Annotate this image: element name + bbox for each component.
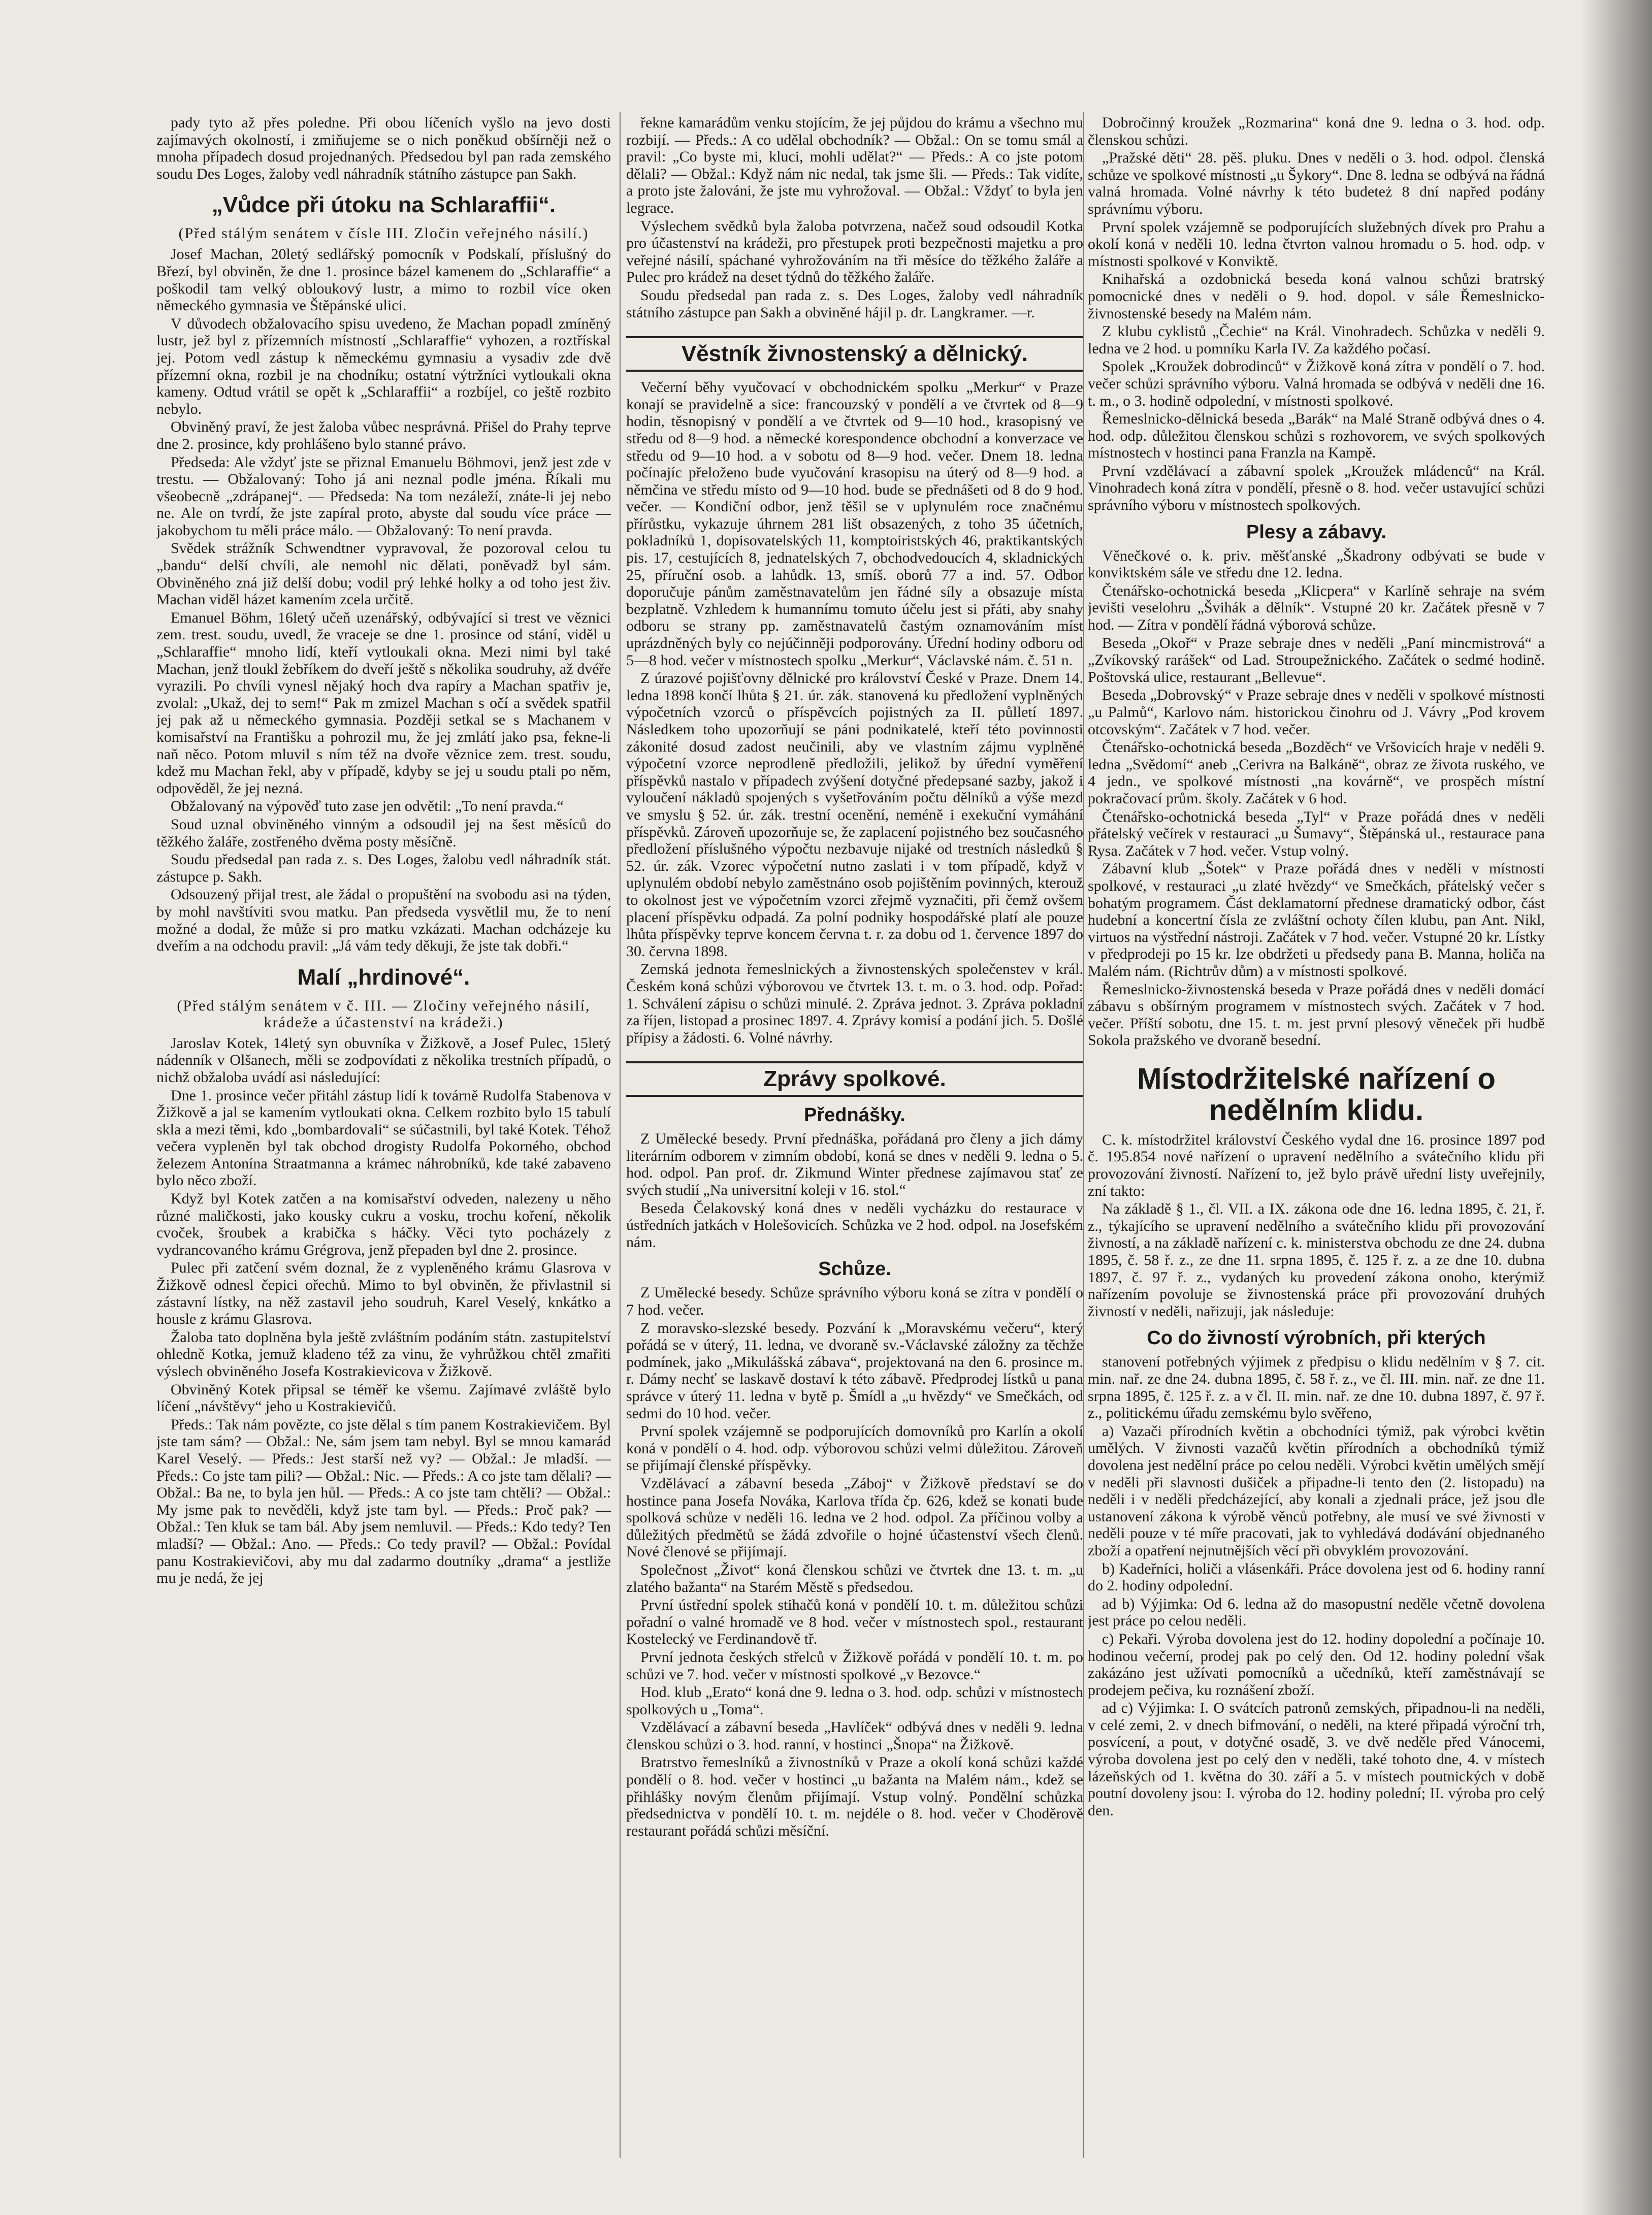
article-paragraph: Řemeslnicko-živnostenská beseda v Praze pořádá dnes v neděli domácí zábavu s obšírným programem v místnostech svých. Začátek v 7 hod. večer. Příští sobotu, dne 15. t. m. jest první plesový věneček při hudbě Sokola pražského ve dvoraně besední. [1088, 981, 1545, 1049]
article-paragraph: c) Pekaři. Výroba dovolena jest do 12. hodiny dopolední a počínaje 10. hodinou večerní, prodej pak po celý den. Od 12. hodiny polední však zakázáno jest užívati pomocníků a učedníků, kteří zaměstnávají se prodejem pečiva, ku roznášení zboží. [1088, 1630, 1545, 1699]
article-paragraph: Vzdělávací a zábavní beseda „Havlíček“ odbývá dnes v neděli 9. ledna členskou schůzi o 3. hod. ranní, v hostinci „Šnopa“ na Žižkově. [626, 1719, 1083, 1753]
article-paragraph: Na základě § 1., čl. VII. a IX. zákona ode dne 16. ledna 1895, č. 21, ř. z., týkajícího se upravení nedělního a svátečního klidu při provozování živností, a na základě nařízení c. k. ministerstva obchodu ze dne 24. dubna 1895, č. 58 ř. z., ze dne 11. srpna 1895, č. 125 ř. z. a ze dne 10. dubna 1897, č. 97 ř. z., vydaných ku provedení zákona onoho, kterýmiž nařízením povoluje se živnostenská práce při provozování druhých živností v neděli, nařizuji, jak následuje: [1088, 1200, 1545, 1320]
article-paragraph: Večerní běhy vyučovací v obchodnickém spolku „Merkur“ v Praze konají se pravidelně a sice: francouzský v pondělí a ve čtvrtek od 8—9 hodin, těsnopisný v pondělí a ve čtvrtek od 9—10 hod., krasopisný ve středu od 8—9 hod. a německé korespondence obchodní a konverzace ve středu od 9—10 hod. a v sobotu od 8—9 hod. večer. Dnem 18. ledna počínajíc přeloženo bude vyučování krasopisu na úterý od 8—9 hod. a němčina ve středu místo od 9—10 hod. bude se přednášeti od 8 do 9 hod. večer. — Kondiční odbor, jenž těšil se v uplynulém roce značnému přírůstku, vykazuje úhrnem 281 lišt obsazených, z toho 35 účetních, pokladníků 1, dopisovatelských 11, komptoiristských 46, praktikantských pis. 17, cestujících 8, jednatelských 7, obchodvedoucích 4, skladnických 25, příruční osob. a lahůdk. 13, smíš. oborů 77 a ind. 57. Odbor doporučuje pánům zaměstnavatelům jen řádné síly a obsazuje místa bezplatně. Vzhledem k humannímu tomuto účelu jest si přáti, aby snahy odboru se strany pp. zaměstnavatelů častým oznamováním míst uprázdněných byly co nejúčinněji podporovány. Úřední hodiny odboru od 5—8 hod. večer v místnostech spolku „Merkur“, Václavské nám. č. 51 n. [626, 379, 1083, 669]
article-paragraph: Jaroslav Kotek, 14letý syn obuvníka v Žižkově, a Josef Pulec, 15letý nádenník v Olšanech, měli se zodpovídati z několika trestních případů, o nichž obžaloba uvádí asi následující: [156, 1034, 611, 1086]
section-heading: Zprávy spolkové. [626, 1061, 1083, 1097]
article-paragraph: Čtenářsko-ochotnická beseda „Tyl“ v Praze pořádá dnes v neděli přátelský večírek v restauraci „u Šumavy“, Štěpánská ul., restaurace pana Rysa. Začátek v 7 hod. večer. Vstup volný. [1088, 808, 1545, 859]
article-paragraph: Obžalovaný na výpověď tuto zase jen odvětil: „To není pravda.“ [171, 798, 564, 815]
column-rule-1 [620, 112, 621, 2158]
article-paragraph: pady tyto až přes poledne. Při obou líčeních vyšlo na jevo dosti zajímavých okolností, i zmiňujeme se o nich poněkud obšírněji než o mnoha případech dosud projednaných. Předsedou byl pan rada zemského soudu Des Loges, žaloby vedl náhradník státního zástupce pan Sakh. [156, 114, 611, 182]
article-paragraph: b) Kadeřníci, holiči a vlásenkáři. Práce dovolena jest od 6. hodiny ranní do 2. hodiny odpolední. [1088, 1560, 1545, 1594]
column-rule-2 [1083, 112, 1084, 2158]
article-paragraph: Hod. klub „Erato“ koná dne 9. ledna o 3. hod. odp. schůzi v místnostech spolkových u „Toma“. [626, 1684, 1083, 1718]
article-paragraph: Čtenářsko-ochotnická beseda „Klicpera“ v Karlíně sehraje na svém jevišti veselohru „Švihák a dělník“. Vstupné 20 kr. Začátek přesně v 7 hod. — Zítra v pondělí řádná výborová schůze. [1088, 582, 1545, 634]
article-paragraph: Dobročinný kroužek „Rozmarina“ koná dne 9. ledna o 3. hod. odp. členskou schůzi. [1088, 114, 1545, 148]
article-paragraph: Vzdělávací a zábavní beseda „Záboj“ v Žižkově představí se do hostince pana Josefa Nováka, Karlova třída čp. 626, kdež se konati bude spolková schůze v neděli 16. ledna ve 2 hod. odpol. Za příčinou volby a důležitých předmětů se žádá zdvořile o hojné účastenství všech členů. Nové členové se přijímají. [626, 1475, 1083, 1560]
article-paragraph: Z úrazové pojišťovny dělnické pro království České v Praze. Dnem 14. ledna 1898 končí lhůta § 21. úr. zák. stanovená ku předložení vyplněných výpočetních vzorců o příspěvcích pojistných za II. půlletí 1897. Následkem toho upozorňují se páni podnikatelé, kteří této povinnosti zákonité dosud zadost neučinili, aby ve vlastním zájmu vyplněné výpočetní vzorce neprodleně předložili, jelikož by úřední vyměření příspěvků nastalo v případech zvýšení dotyčné předepsané sazby, jakož i vyloučení nákladů spojených s vyšetřováním počtu dělníků a výše mezd ve smyslu § 52. úr. zák. trestní ocenění, neméně i exekuční vymáhání příspěvků. Zároveň upozorňuje se, že zaplacení pojistného bez současného předložení příslušného výpočtu nezbavuje nijaké od trestních následků § 52. úr. zák. Vzorec výpočetní nutno zaslati i v tom případě, když v uplynulém období nebylo zaměstnáno osob pojištěním povinných, kterouž to okolnost jest ve výpočetním vzorci zřejmě vyznačiti, při čemž ovšem placení příspěvku odpadá. Za polní podniky hospodářské platí ale pouze lhůta příspěvky teprve koncem června t. r. za dobu od 1. července 1897 do 30. června 1898. [626, 670, 1083, 960]
article-paragraph: V důvodech obžalovacího spisu uvedeno, že Machan popadl zmíněný lustr, jež byl z přízemních místností „Schlaraffie“ vyhozen, a roztřískal jej. Potom vedl zástup k německému gymnasiu a vysadiv zde dvě přízemní okna, rozbil je na chodníku; ostatní výtržníci vytloukali okna kameny. Odtud vrátil se opět k „Schlaraffii“ a rozbíjel, co ještě rozbito nebylo. [156, 315, 611, 417]
article-paragraph: Zemská jednota řemeslnických a živnostenských společenstev v král. Českém koná schůzi výborovou ve čtvrtek 13. t. m. o 3. hod. odp. Pořad: 1. Schválení zápisu o schůzi minulé. 2. Zpráva jednot. 3. Zpráva pokladní za říjen, listopad a prosinec 1897. 4. Zprávy komisí a podání jich. 5. Došlé přípisy a žádosti. 6. Volné návrhy. [626, 961, 1083, 1046]
article-paragraph: Pulec při zatčení svém doznal, že z vypleněného krámu Glasrova v Žižkově odnesl čepici ořechů. Mimo to byl obviněn, že přivlastnil si zástavní lístky, na něž zastavil jeho soudruh, Karel Veselý, knkátko a housle z krámu Glasrova. [156, 1259, 611, 1328]
article-paragraph: a) Vazači přírodních květin a obchodníci týmiž, pak výrobci květin umělých. V živnosti vazačů květin přírodních a obchodníků týmiž dovolena jest nedělní práce po celou neděli. Výrobci květin umělých smějí v neděli při slavnosti dušiček a připadne-li tento den (2. listopadu) na neděli i v neděli předcházející, aby konali a zjednali práce, jež jsou dle ustanovení zákona k výrobě věnců potřebny, ale musí ve své živnosti v neděli pouze v té míře pracovati, jak to vyhledává dodávání objednaného zboží a opatření nejnutnějších věcí při obvyklém provozování. [1088, 1422, 1545, 1559]
article-paragraph: ad c) Výjimka: I. O svátcích patronů zemských, připadnou-li na neděli, v celé zemi, 2. v dnech bifmování, o neděli, na které připadá výroční trh, posvícení, a pout, v dotyčné osadě, 3. ve dvě neděle před Vánocemi, výroba dovolena jest po celý den v neděli, také tohoto dne, 4. v místech lázeňských od 1. května do 30. září a 5. v místech poutnických v době poutní dovoleny jsou: I. výroba do 12. hodiny polední; II. výroba pro celý den. [1088, 1700, 1545, 1819]
article-paragraph: „Pražské děti“ 28. pěš. pluku. Dnes v neděli o 3. hod. odpol. členská schůze ve spolkové místnosti „u Šykory“. Dne 8. ledna se odbývá na řádná valná hromada. Volné návrhy k této budeteż 8 dní napřed podány správnímu výboru. [1088, 149, 1545, 217]
article-paragraph: Z Umělecké besedy. První přednáška, pořádaná pro členy a jich dámy literárním odborem v zimním období, koná se dnes v neděli 9. ledna o 5. hod. odpol. Pan prof. dr. Zikmund Winter přednese zajímavou stať ze svých studií „Na universitní koleji v 16. stol.“ [626, 1130, 1083, 1199]
article-paragraph: První spolek vzájemně se podporujících služebných dívek pro Prahu a okolí koná v neděli 10. ledna čtvrton valnou hromadu o 5. hod. odp. v místnosti spolkové v Konviktě. [1088, 218, 1545, 270]
section-subtitle: (Před stálým senátem v čísle III. Zločin veřejného násilí.) [178, 225, 589, 242]
section-heading: Věstník živnostenský a dělnický. [626, 336, 1083, 372]
article-paragraph: Bratrstvo řemeslníků a živnostníků v Praze a okolí koná schůzi každé pondělí o 8. hod. večer v hostinci „u bažanta na Malém nám., kdež se přihlášky novým členům přijímají. Vstup volný. Pondělní schůzka předsednictva v pondělí 10. t. m. nejdéle o 8. hod. večer v Choděrově restaurant pořádá schůzi měsíční. [626, 1754, 1083, 1839]
article-paragraph: Dne 1. prosince večer přitáhl zástup lidí k továrně Rudolfa Stabenova v Žižkově a jal se kamením vytloukati okna. Celkem rozbito bylo 15 tabulí skla a mezi těmi, kdo „bombardovali“ se súčastnili, byl také Kotek. Téhož večera vypleněn byl tak obchod drogisty Rudolfa Pokorného, obchod železem Antonína Straatmanna a krámec náhrobníků, kde také zabaveno bylo něco zboží. [156, 1087, 611, 1189]
section-heading: „Vůdce při útoku na Schlaraffii“. [211, 192, 556, 218]
article-paragraph: Zábavní klub „Šotek“ v Praze pořádá dnes v neděli v místnosti spolkové, v restauraci „u zlaté hvězdy“ ve Smečkách, přátelský večer s bohatým programem. Část deklamatorní přednese dramatický odbor, část hudební a koncertní čísla ze zvláštní ochoty čílen klubu, pan Ant. Nikl, virtuos na výstřední nástroji. Začátek v 7 hod. večer. Vstupné 20 kr. Lístky v předprodeji po 15 kr. lze obdržeti u předsedy pana B. Manna, holiča na Malém nám. (Richtrův dům) a v místnosti spolkové. [1088, 860, 1545, 980]
column-2 [626, 114, 1083, 2171]
page-binding-shadow [1581, 0, 1652, 2215]
article-paragraph: Beseda „Dobrovský“ v Praze sebraje dnes v neděli v spolkové místnosti „u Palmů“, Karlovo nám. historickou činohru od J. Vávry „Pod krovem otcovským“. Začátek v 7 hod. večer. [1088, 687, 1545, 738]
article-paragraph: Čtenářsko-ochotnická beseda „Bozděch“ ve Vršovicích hraje v neděli 9. ledna „Svědomí“ aneb „Cerivra na Balkáně“, obraz ze života ruského, ve 4 jedn., ve spolkové místnosti „na kovárně“, ve prospěch místní pokračovací prům. školy. Začátek v 6 hod. [1088, 739, 1545, 807]
article-paragraph: První vzdělávací a zábavní spolek „Kroužek mládenců“ na Král. Vinohradech koná zítra v pondělí, přesně o 8. hod. večer ustavující schůzi správního výboru v místnostech spolkových. [1088, 462, 1545, 514]
article-paragraph: Obviněný praví, že jest žaloba vůbec nesprávná. Přišel do Prahy teprve dne 2. prosince, kdy prohlášeno bylo stanné právo. [156, 418, 611, 452]
article-paragraph: První spolek vzájemně se podporujících domovníků pro Karlín a okolí koná v pondělí o 4. hod. odp. výborovou schůzi velmi důležitou. Zároveň se přijímají členské příspěvky. [626, 1423, 1083, 1474]
subsection-heading: Schůze. [818, 1258, 891, 1280]
section-heading: Malí „hrdinové“. [297, 964, 470, 990]
article-paragraph: Spolek „Kroužek dobrodinců“ v Žižkově koná zítra v pondělí o 7. hod. večer schůzi správního výboru. Valná hromada se odbývá v neděli dne 16. t. m., o 3. hodině odpolední, v místnosti spolkové. [1088, 358, 1545, 409]
subsection-heading: Přednášky. [804, 1104, 905, 1126]
article-paragraph: Beseda „Okoř“ v Praze sebraje dnes v neděli „Paní mincmistrová“ a „Zvíkovský rarášek“ od Lad. Stroupežnického. Začátek o sedmé hodině. Poštovská ulice, restaurant „Bellevue“. [1088, 634, 1545, 686]
subsection-heading: Co do živností výrobních, při kterých [1147, 1327, 1486, 1349]
column-1 [156, 114, 611, 2171]
article-paragraph: Výslechem svědků byla žaloba potvrzena, načež soud odsoudil Kotka pro účastenství na krádeži, pro přestupek proti bezpečnosti majetku a pro veřejné násilí, spáchané vyhrožováním na tři měsíce do těžkého žaláře a Pulec pro krádež na deset týdnů do těžkého žaláře. [626, 217, 1083, 286]
article-paragraph: Předseda: Ale vždyť jste se přiznal Emanuelu Böhmovi, jenž jest zde v trestu. — Obžalovaný: Toho já ani neznal podle jména. Říkali mu všeobecně „zdrápanej“. — Předseda: Na tom nezáleží, znáte-li jej nebo ne. Ale on tvrdí, že jste zapíral proto, abyste dal soudu více práce — jakobychom tu měli práce málo. — Obžalovaný: To není pravda. [156, 453, 611, 539]
article-paragraph: Věnečkové o. k. priv. měšťanské „Škadrony odbývati se bude v konviktském sále ve středu dne 12. ledna. [1088, 547, 1545, 581]
article-paragraph: Odsouzený přijal trest, ale žádal o propuštění na svobodu asi na týden, by mohl navštíviti svou matku. Pan předseda vysvětlil mu, že to není možné a dodal, že může si pro matku vzkázati. Machan odcházeje ku dveřím a na odchodu pravil: „Já vám tedy děkuji, že jste tak dobři.“ [156, 886, 611, 955]
article-paragraph: Žaloba tato doplněna byla ještě zvláštním podáním státn. zastupitelství ohledně Kotka, jemuž kladeno též za vinu, že vyhrůžkou chtěl zmařiti výslech obviněného Josefa Kostrakievicova v Žižkově. [156, 1328, 611, 1380]
article-paragraph: Soudu předsedal pan rada z. s. Des Loges, žalobu vedl náhradník stát. zástupce p. Sakh. [156, 851, 611, 885]
subsection-heading: Plesy a zábavy. [1246, 521, 1387, 543]
article-paragraph: Soud uznal obviněného vinným a odsoudil jej na šest měsíců do těžkého žaláře, zostřeného dvěma posty měsíčně. [156, 816, 611, 850]
article-paragraph: řekne kamarádům venku stojícím, že jej půjdou do krámu a všechno mu rozbijí. — Předs.: A co udělal obchodník? — Obžal.: On se tomu smál a pravil: „Co byste mi, kluci, mohli udělat?“ — Předs.: A co jste potom dělali? — Obžal.: Když nám nic nedal, tak jsme šli. — Předs.: Tak vidíte, a proto jste žalováni, že jste mu vyhrožoval. — Obžal.: Vždyť to byla jen legrace. [626, 114, 1083, 216]
article-paragraph: ad b) Výjimka: Od 6. ledna až do masopustní neděle včetně dovolena jest práce po celou neděli. [1088, 1595, 1545, 1630]
section-heading: Místodržitelské nařízení o nedělním klidu. [1137, 1062, 1496, 1127]
article-paragraph: Když byl Kotek zatčen a na komisařství odveden, nalezeny u něho různé maličkosti, jako kousky cukru a vosku, trochu koření, několik cvoček, šroubek a krabička s háčky. Věci tyto pocházely z vydrancovaného krámu Grégrova, jenž přepaden byl dne 2. prosince. [156, 1190, 611, 1258]
article-paragraph: stanovení potřebných výjimek z předpisu o klidu nedělním v § 7. cit. min. nař. ze dne 24. dubna 1895, č. 58 ř. z., ve čl. III. min. nař. ze dne 11. srpna 1895, č. 125 ř. z. a v čl. II. min. nař. ze dne 10. dubna 1897, č. 97 ř. z., politickému úřadu zemskému bylo svěřeno, [1088, 1353, 1545, 1422]
article-paragraph: Společnost „Život“ koná členskou schůzi ve čtvrtek dne 13. t. m. „u zlatého bažanta“ na Starém Městě s předsedou. [626, 1561, 1083, 1595]
article-paragraph: Soudu předsedal pan rada z. s. Des Loges, žaloby vedl náhradník státního zástupce pan Sakh a obviněné hájil p. dr. Langkramer. —r. [626, 286, 1083, 321]
section-subtitle: (Před stálým senátem v č. III. — Zločiny veřejného násilí, krádeže a účastenství na krádeži.) [177, 997, 591, 1031]
article-paragraph: Z moravsko-slezské besedy. Pozvání k „Moravskému večeru“, který pořádá se v úterý, 11. ledna, ve dvoraně sv.-Václavské záložny za těchže podmínek, jako „Mikulášská zábava“, projektovaná na den 6. prosince m. r. Dámy nechť se laskavě dostaví k této zábavě. Předprodej lístků u pana správce v úterý 11. ledna v bytě p. Šmídl a „u hvězdy“ ve Smečkách, od sedmi do 10 hod. večer. [626, 1319, 1083, 1422]
article-paragraph: První jednota českých střelců v Žižkově pořádá v pondělí 10. t. m. po schůzi ve 7. hod. večer v místnosti spolkové „v Bezovce.“ [626, 1648, 1083, 1683]
article-paragraph: Předs.: Tak nám povězte, co jste dělal s tím panem Kostrakievičem. Byl jste tam sám? — Obžal.: Ne, sám jsem tam nebyl. Byl se mnou kamarád Karel Veselý. — Předs.: Jest starší než vy? — Obžal.: Je mladší. — Předs.: Co jste tam pili? — Obžal.: Nic. — Předs.: A co jste tam dělali? — Obžal.: Ba ne, to byla jen hůl. — Předs.: A co jste tam chtěli? — Obžal.: My jsme pak to nevěděli, když jste tam byl. — Předs.: Proč pak? — Obžal.: Ten kluk se tam bál. Aby jsem nemluvil. — Předs.: Kdo tedy? Ten mladší? — Obžal.: Ano. — Předs.: Co tedy pravil? — Obžal.: Povídal panu Kostrakievičovi, aby mu dal zadarmo doutníky „drama“ a jestliže mu je nedá, že jej [156, 1416, 611, 1587]
article-paragraph: Řemeslnicko-dělnická beseda „Barák“ na Malé Straně odbývá dnes o 4. hod. odp. důležitou členskou schůzi s rozhovorem, ve svých spolkových místnostech v hostinci pana Franzla na Kampě. [1088, 410, 1545, 462]
article-paragraph: Beseda Čelakovský koná dnes v neděli vycházku do restaurace v ústředních jatkách v Holešovicích. Schůzka ve 2 hod. odpol. na Josefském nám. [626, 1199, 1083, 1251]
article-paragraph: Knihařská a ozdobnická beseda koná valnou schůzi bratrský pomocnické dnes v neděli o 9. hod. dopol. v sále Řemeslnicko-živnostenské besedy na Malém nám. [1088, 271, 1545, 322]
article-paragraph: Z Umělecké besedy. Schůze správního výboru koná se zítra v pondělí o 7 hod. večer. [626, 1284, 1083, 1319]
article-paragraph: Josef Machan, 20letý sedlářský pomocník v Podskalí, příslušný do Březí, byl obviněn, že dne 1. prosince bázel kamenem do „Schlaraffie“ a poškodil tam velký obloukový lustr, a mimo to rozbil více oken německého gymnasia ve Štěpánské ulici. [156, 246, 611, 314]
column-3 [1088, 114, 1545, 2171]
article-paragraph: První ústřední spolek stihačů koná v pondělí 10. t. m. důležitou schůzi pořadní o valné hromadě ve 8 hod. večer v místnostech spol., restaurant Kostelecký ve Ferdinandově tř. [626, 1597, 1083, 1648]
article-paragraph: Obviněný Kotek připsal se téměř ke všemu. Zajímavé zvláště bylo líčení „návštěvy“ jeho u Kostrakievičů. [156, 1381, 611, 1415]
article-paragraph: Svědek strážník Schwendtner vypravoval, že pozoroval celou tu „bandu“ delší chvíli, ale nemohl nic dělati, poněvadž byl sám. Obviněného zná již delší dobu; vodil prý lehké holky a od toho jest živ. Machan viděl házet kamením zcela určitě. [156, 540, 611, 608]
article-paragraph: C. k. místodržitel království Českého vydal dne 16. prosince 1897 pod č. 195.854 nové nařízení o upravení nedělního a svátečního klidu při provozování živností. Nařízení to, jež bylo právě uřední listy uveřejnily, zní takto: [1088, 1131, 1545, 1199]
article-paragraph: Emanuel Böhm, 16letý učeň uzenářský, odbývající si trest ve věznici zem. trest. soudu, uvedl, že vraceje se dne 1. prosince od stání, viděl u „Schlaraffie“ mnoho lidí, kteří vytloukali okna. Mezi nimi byl také Machan, jenž tloukl žebříkem do dveří ještě s několika soudruhy, až dvéře vyrazili. Po chvíli vynesl nějaký hoch dva rapíry a Machan spatřiv je, zvolal: „Ukaž, dej to sem!“ Pak m zmizel Machan s očí a svědek spatřil jej pak až u německého gymnasia. Později setkal se s Machanem v komisařství na Františku a pohrozil mu, že jej zmlátí jako psa, fekne-li naň něco. Potom mluvil s ním též na dvoře věznice zem. trest. soudu, kdež mu Machan řekl, aby v případě, kdyby se jej u soudu ptali po něm, odpověděl, že jej nezná. [156, 609, 611, 797]
article-paragraph: Z klubu cyklistů „Čechie“ na Král. Vinohradech. Schůzka v neděli 9. ledna ve 2 hod. u pomníku Karla IV. Za každého počasí. [1088, 323, 1545, 357]
